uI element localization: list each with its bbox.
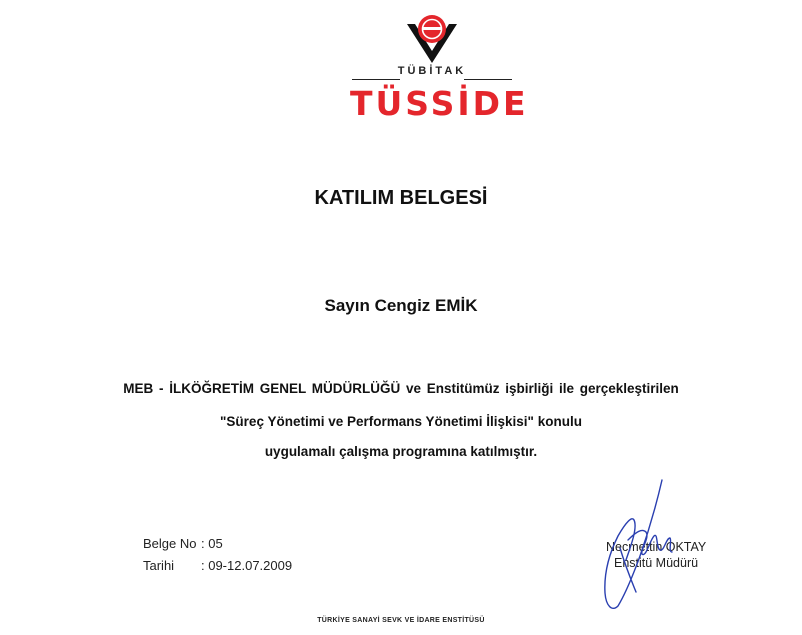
certificate-title: KATILIM BELGESİ: [314, 187, 488, 209]
handwritten-signature: [596, 478, 706, 613]
date-value: : 09-12.07.2009: [201, 558, 293, 573]
logo-org-small: TÜBİTAK: [350, 65, 514, 77]
date-label: Tarihi: [143, 558, 175, 573]
date-row: [143, 558, 292, 573]
tubitak-tusside-logo: [350, 8, 529, 123]
logo-org-name: TÜSSİDE: [350, 84, 529, 123]
tubitak-emblem-icon: [405, 8, 459, 66]
signatory-name: Necmettin OKTAY: [606, 540, 707, 554]
document-number-label: Belge No: [143, 536, 197, 551]
body-line-3: uygulamalı çalışma programına katılmıştır.: [264, 444, 538, 459]
document-number-row: [143, 536, 223, 551]
body-line-2: "Süreç Yönetimi ve Performans Yönetimi İlişkisi" konulu: [220, 414, 582, 429]
recipient-name: Sayın Cengiz EMİK: [324, 296, 478, 315]
footer-institution: TÜRKİYE SANAYİ SEVK VE İDARE ENSTİTÜSÜ: [317, 617, 485, 624]
document-number-value: : 05: [201, 536, 223, 551]
signatory-title: Enstitü Müdürü: [614, 556, 699, 570]
body-line-1: MEB - İLKÖĞRETİM GENEL MÜDÜRLÜĞÜ ve Enstitümüz işbirliği ile gerçekleştirilen: [123, 381, 679, 396]
